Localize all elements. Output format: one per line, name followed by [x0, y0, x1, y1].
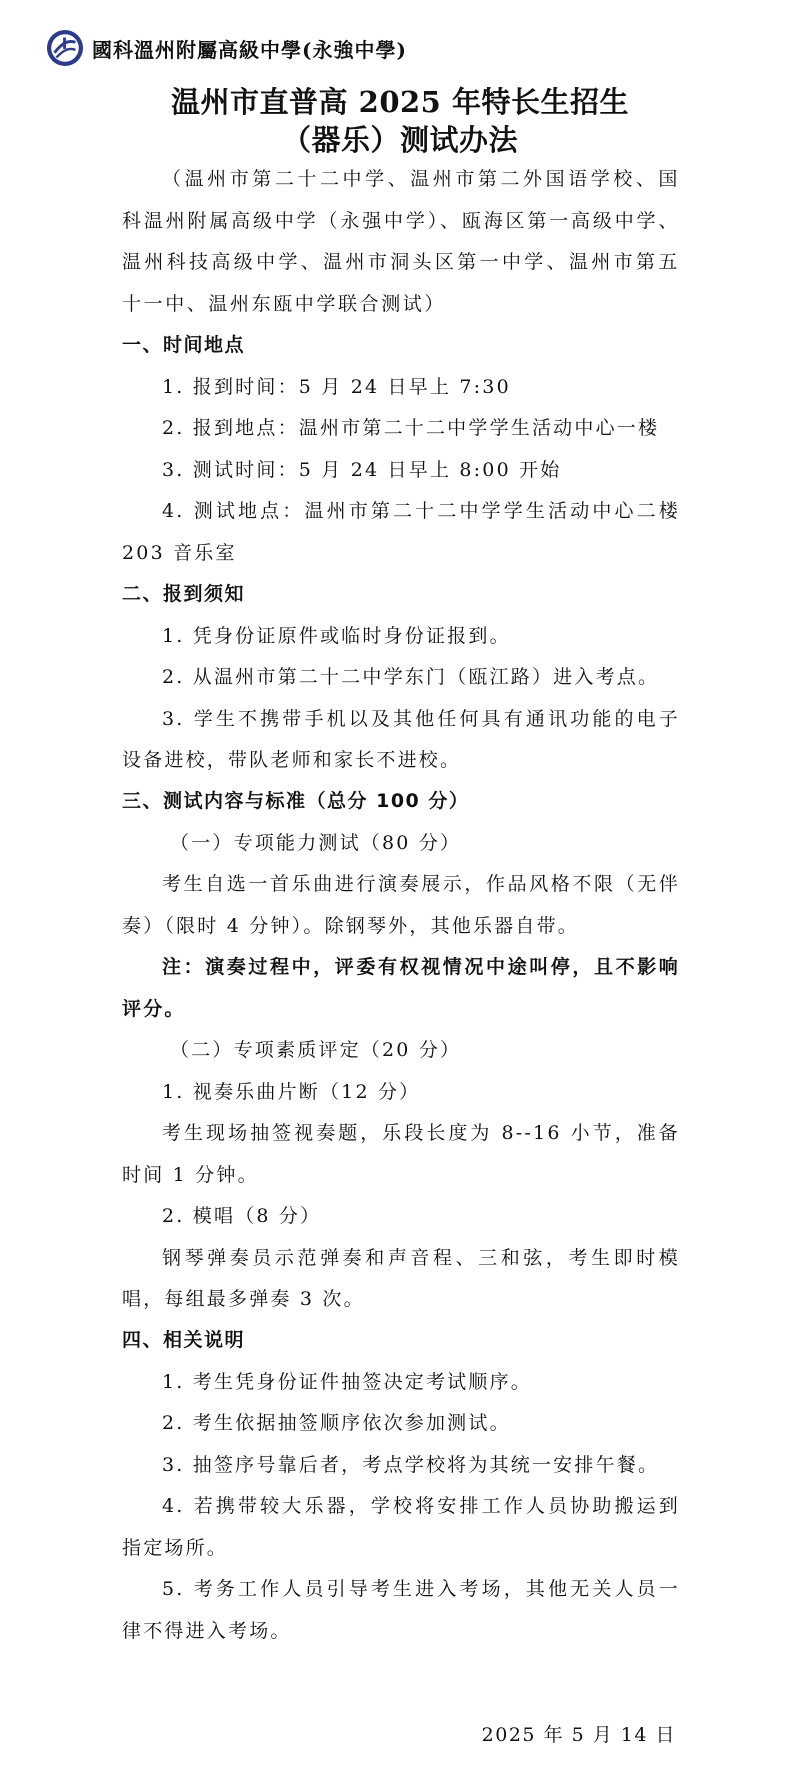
list-item: 3. 抽签序号靠后者，考点学校将为其统一安排午餐。: [162, 1453, 660, 1476]
list-item: 5. 考务工作人员引导考生进入考场，其他无关人员一律不得进入考场。: [122, 1578, 680, 1642]
list-item: 1. 考生凭身份证件抽签决定考试顺序。: [162, 1370, 532, 1393]
section-heading: 一、时间地点: [122, 334, 246, 356]
list-item: 3. 学生不携带手机以及其他任何具有通讯功能的电子设备进校，带队老师和家长不进校。: [122, 707, 680, 771]
subsection-heading: （二）专项素质评定（20 分）: [170, 1039, 462, 1061]
note-paragraph: 注：演奏过程中，评委有权视情况中途叫停，且不影响评分。: [122, 956, 680, 1020]
list-item: 4. 测试地点：温州市第二十二中学学生活动中心二楼 203 音乐室: [122, 500, 680, 564]
list-item: 1. 视奏乐曲片断（12 分）: [162, 1080, 421, 1103]
section-check-in: [122, 574, 680, 782]
list-item: 1. 报到时间：5 月 24 日早上 7:30: [162, 375, 511, 398]
intro-paragraph-block: [122, 159, 680, 325]
list-item: 2. 从温州市第二十二中学东门（瓯江路）进入考点。: [162, 666, 660, 688]
list-item: 2. 考生依据抽签顺序依次参加测试。: [162, 1412, 511, 1434]
list-item: 1. 凭身份证原件或临时身份证报到。: [162, 624, 511, 647]
school-emblem-icon: [46, 29, 84, 67]
list-item: 2. 报到地点：温州市第二十二中学学生活动中心一楼: [162, 417, 660, 439]
paragraph: 钢琴弹奏员示范弹奏和声音程、三和弦，考生即时模唱，每组最多弹奏 3 次。: [122, 1246, 680, 1310]
intro-paragraph: （温州市第二十二中学、温州市第二外国语学校、国科温州附属高级中学（永强中学）、瓯海区第一高级中学、温州科技高级中学、温州市洞头区第一中学、温州市第五十一中、温州东瓯中学联合测试）: [122, 168, 680, 315]
doc-title-line2: （器乐）测试办法: [281, 123, 518, 157]
school-header: [46, 28, 407, 68]
list-item: 4. 若携带较大乐器，学校将安排工作人员协助搬运到指定场所。: [122, 1495, 680, 1559]
subsection-heading: （一）专项能力测试（80 分）: [170, 831, 462, 854]
doc-title-line1: 温州市直普高 2025 年特长生招生: [171, 85, 629, 119]
list-item: 3. 测试时间：5 月 24 日早上 8:00 开始: [162, 458, 562, 481]
school-name: 國科溫州附屬高級中學(永強中學): [92, 37, 407, 62]
section-heading: 二、报到须知: [122, 583, 246, 605]
list-item: 2. 模唱（8 分）: [162, 1205, 322, 1227]
section-heading: 四、相关说明: [122, 1329, 246, 1351]
section-content-standards: [122, 781, 680, 1321]
document-date: 2025 年 5 月 14 日: [481, 1724, 676, 1746]
paragraph: 考生自选一首乐曲进行演奏展示，作品风格不限（无伴奏）（限时 4 分钟）。除钢琴外，其他乐器自带。: [122, 873, 680, 937]
section-time-place: [122, 325, 680, 574]
paragraph: 考生现场抽签视奏题，乐段长度为 8--16 小节，准备时间 1 分钟。: [122, 1122, 680, 1186]
section-notes: [122, 1320, 680, 1652]
section-heading: 三、测试内容与标准（总分 100 分）: [122, 790, 470, 812]
